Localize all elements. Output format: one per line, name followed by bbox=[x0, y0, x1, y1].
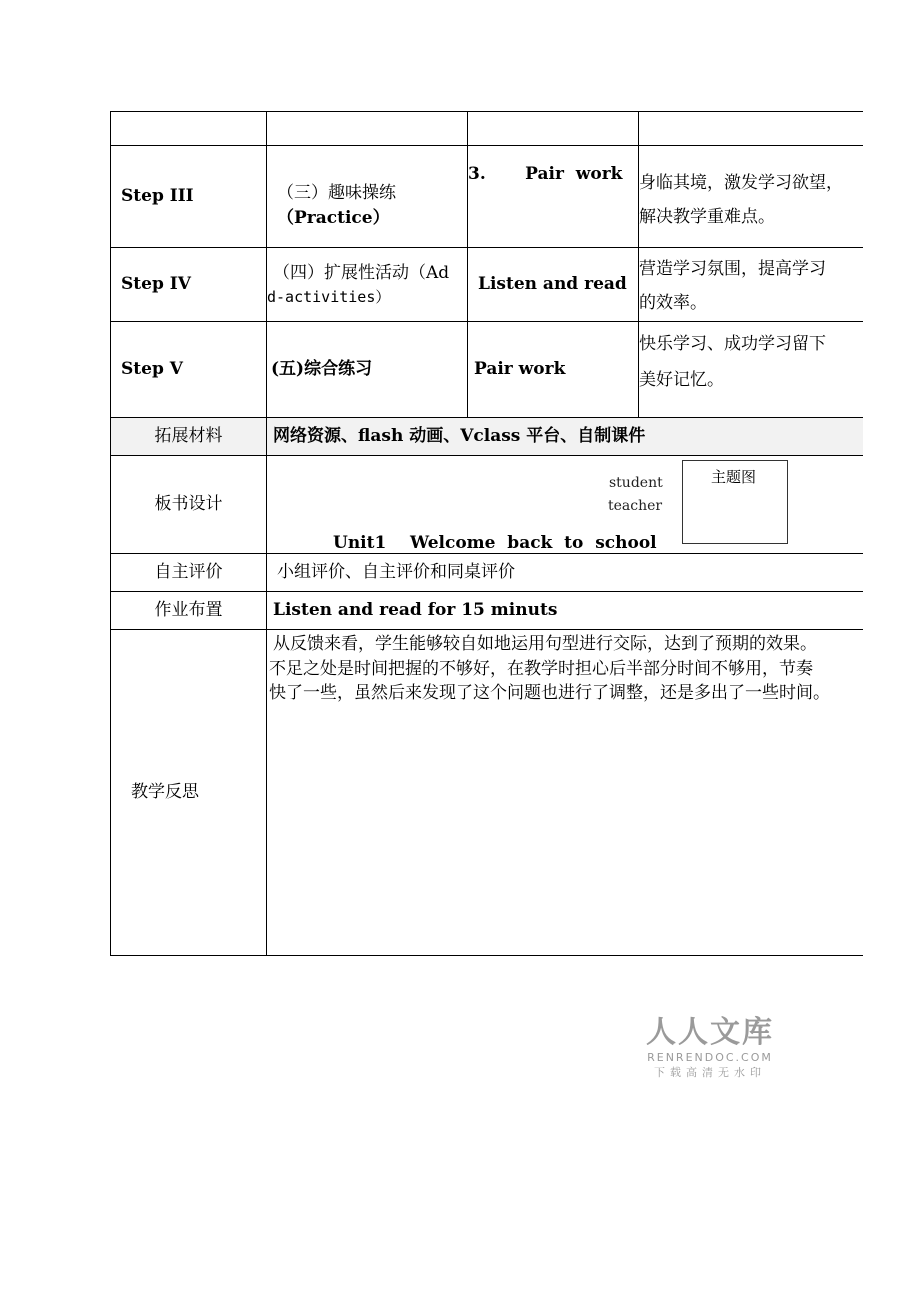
purpose-line: 营造学习氛围，提高学习 bbox=[639, 259, 826, 279]
activity-cell bbox=[267, 146, 468, 248]
evaluation-value: 小组评价、自主评价和同桌评价 bbox=[267, 554, 863, 592]
purpose-line: 美好记忆。 bbox=[639, 370, 724, 390]
table-row-homework bbox=[111, 592, 863, 630]
watermark-domain: RENRENDOC.COM bbox=[647, 1051, 773, 1064]
activity-cell bbox=[267, 248, 468, 322]
row-label: 作业布置 bbox=[111, 592, 267, 630]
board-design-cell bbox=[267, 456, 863, 554]
watermark-tagline: 下载高清无水印 bbox=[654, 1066, 766, 1079]
reflection-cell bbox=[267, 630, 863, 956]
table-row-step4 bbox=[111, 248, 863, 322]
method-cell: Listen and read bbox=[468, 248, 639, 322]
step-label: Step III bbox=[111, 146, 267, 248]
method-text: Pair work bbox=[525, 164, 623, 184]
row-label: 自主评价 bbox=[111, 554, 267, 592]
board-word-student: student bbox=[609, 474, 663, 491]
table-row-evaluation bbox=[111, 554, 863, 592]
table-cell bbox=[267, 112, 468, 146]
purpose-cell bbox=[639, 248, 863, 322]
activity-line: d-activities） bbox=[267, 287, 391, 306]
board-design bbox=[267, 457, 863, 553]
theme-picture-label: 主题图 bbox=[711, 467, 757, 486]
purpose-cell bbox=[639, 322, 863, 418]
row-label: 教学反思 bbox=[111, 630, 267, 956]
activity-line: （三）趣味操练 bbox=[277, 182, 396, 203]
method-cell: Pair work bbox=[468, 322, 639, 418]
table-row-step5 bbox=[111, 322, 863, 418]
purpose-line: 的效率。 bbox=[639, 293, 707, 313]
board-word-teacher: teacher bbox=[608, 497, 663, 514]
reflection-line: 不足之处是时间把握的不够好，在教学时担心后半部分时间不够用，节奏 bbox=[269, 658, 813, 679]
row-label: 板书设计 bbox=[111, 456, 267, 554]
table-row-board bbox=[111, 456, 863, 554]
table-cell bbox=[111, 112, 267, 146]
activity-line: （四）扩展性活动（Ad bbox=[273, 262, 450, 283]
table-row-materials bbox=[111, 418, 863, 456]
table-row-step3 bbox=[111, 146, 863, 248]
step-label: Step IV bbox=[111, 248, 267, 322]
materials-value: 网络资源、flash 动画、Vclass 平台、自制课件 bbox=[267, 418, 863, 456]
watermark-logo bbox=[646, 1016, 774, 1080]
homework-value: Listen and read for 15 minuts bbox=[267, 592, 863, 630]
purpose-line: 身临其境，激发学习欲望， bbox=[639, 173, 843, 193]
row-label: 拓展材料 bbox=[111, 418, 267, 456]
purpose-cell bbox=[639, 146, 863, 248]
activity-cell: (五)综合练习 bbox=[267, 322, 468, 418]
method-number: 3. bbox=[468, 164, 486, 184]
method-cell bbox=[468, 146, 639, 248]
step-label: Step V bbox=[111, 322, 267, 418]
lesson-plan-table bbox=[110, 111, 863, 956]
board-unit-title: Unit1 Welcome back to school bbox=[333, 532, 657, 553]
table-row-reflection bbox=[111, 630, 863, 956]
table-row-blank bbox=[111, 112, 863, 146]
reflection-line: 快了一些，虽然后来发现了这个问题也进行了调整，还是多出了一些时间。 bbox=[269, 683, 830, 704]
purpose-line: 快乐学习、成功学习留下 bbox=[639, 334, 826, 354]
activity-line: （Practice） bbox=[277, 207, 390, 228]
purpose-line: 解决教学重难点。 bbox=[639, 207, 775, 227]
table-cell bbox=[468, 112, 639, 146]
watermark-brand: 人人文库 bbox=[646, 1015, 774, 1050]
table-cell bbox=[639, 112, 863, 146]
reflection-line: 从反馈来看，学生能够较自如地运用句型进行交际，达到了预期的效果。 bbox=[273, 634, 817, 654]
theme-picture-box bbox=[682, 460, 788, 544]
